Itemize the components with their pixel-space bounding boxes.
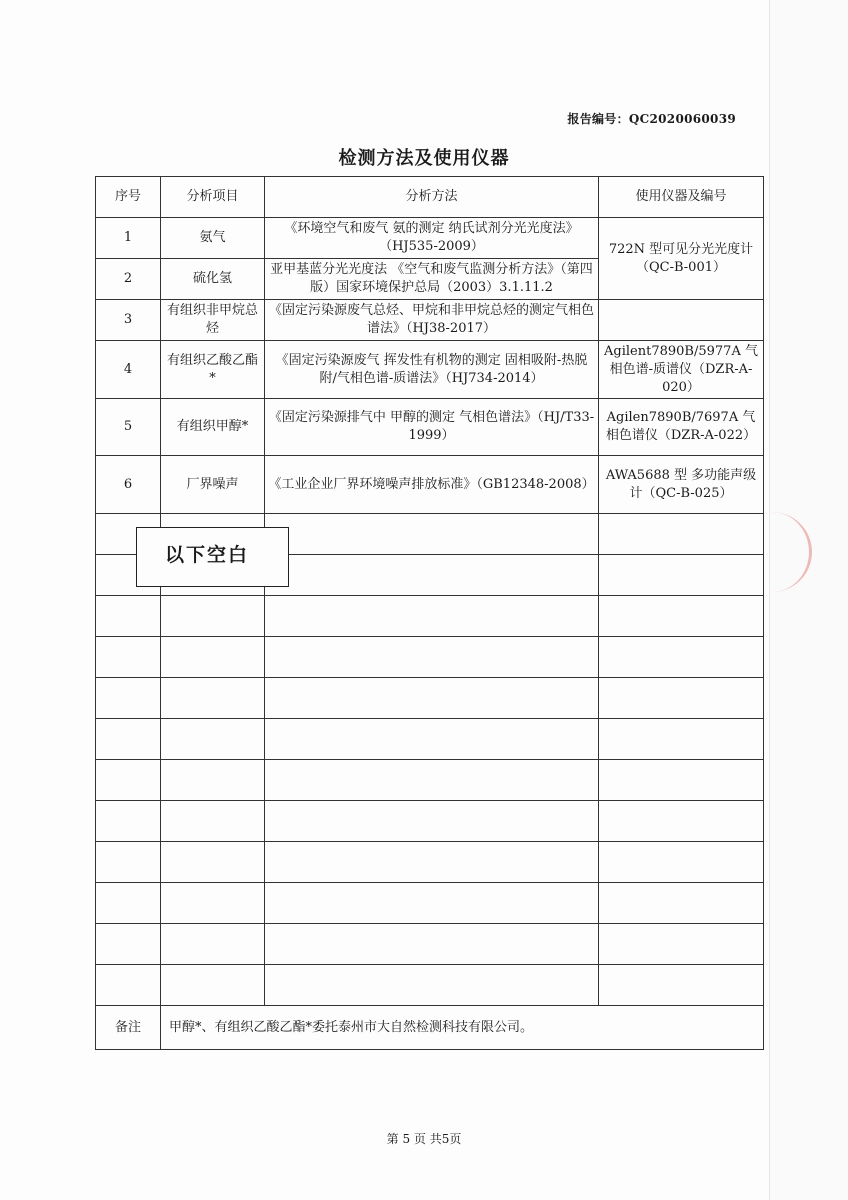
stamp-text: 以下空白 bbox=[165, 544, 250, 566]
row-no: 4 bbox=[96, 341, 161, 399]
row-no: 6 bbox=[96, 456, 161, 514]
row-no: 1 bbox=[96, 218, 161, 259]
row-no: 5 bbox=[96, 399, 161, 456]
table-row bbox=[96, 399, 764, 456]
page-title: 检测方法及使用仪器 bbox=[338, 148, 510, 169]
row-no: 3 bbox=[96, 300, 161, 341]
remark-text: 甲醇*、有组织乙酸乙酯*委托泰州市大自然检测科技有限公司。 bbox=[161, 1006, 764, 1050]
row-item: 氨气 bbox=[161, 218, 265, 259]
header-instrument: 使用仪器及编号 bbox=[599, 177, 764, 218]
page-edge bbox=[769, 0, 848, 1200]
blank-row bbox=[96, 596, 764, 637]
table-header-row bbox=[96, 177, 764, 218]
methods-table bbox=[95, 176, 764, 1050]
row-method: 《固定污染源排气中 甲醇的测定 气相色谱法》（HJ/T33-1999） bbox=[265, 399, 599, 456]
row-no: 2 bbox=[96, 259, 161, 300]
blank-row bbox=[96, 760, 764, 801]
header-method: 分析方法 bbox=[265, 177, 599, 218]
blank-below-stamp bbox=[136, 527, 289, 587]
row-item: 硫化氢 bbox=[161, 259, 265, 300]
row-item: 有组织乙酸乙酯* bbox=[161, 341, 265, 399]
remark-row bbox=[96, 1006, 764, 1050]
blank-row bbox=[96, 637, 764, 678]
table-row bbox=[96, 341, 764, 399]
header-item: 分析项目 bbox=[161, 177, 265, 218]
blank-row bbox=[96, 801, 764, 842]
row-item: 有组织甲醇* bbox=[161, 399, 265, 456]
table-row bbox=[96, 218, 764, 259]
blank-row bbox=[96, 883, 764, 924]
row-instrument bbox=[599, 300, 764, 341]
row-instrument: 722N 型可见分光光度计（QC-B-001） bbox=[599, 218, 764, 300]
report-number: 报告编号：QC2020060039 bbox=[567, 112, 736, 126]
row-method: 《固定污染源废气总烃、甲烷和非甲烷总烃的测定气相色谱法》（HJ38-2017） bbox=[265, 300, 599, 341]
blank-row bbox=[96, 842, 764, 883]
row-method: 《工业企业厂界环境噪声排放标准》（GB12348-2008） bbox=[265, 456, 599, 514]
row-method: 《环境空气和废气 氨的测定 纳氏试剂分光光度法》（HJ535-2009） bbox=[265, 218, 599, 259]
row-instrument: AWA5688 型 多功能声级计（QC-B-025） bbox=[599, 456, 764, 514]
row-method: 亚甲基蓝分光光度法 《空气和废气监测分析方法》（第四版）国家环境保护总局（2003）3.1.11.2 bbox=[265, 259, 599, 300]
blank-row bbox=[96, 924, 764, 965]
row-item: 有组织非甲烷总烃 bbox=[161, 300, 265, 341]
page-number: 第 5 页 共5页 bbox=[386, 1132, 462, 1146]
row-instrument: Agilen7890B/7697A 气相色谱仪（DZR-A-022） bbox=[599, 399, 764, 456]
row-item: 厂界噪声 bbox=[161, 456, 265, 514]
table-row bbox=[96, 300, 764, 341]
blank-row bbox=[96, 719, 764, 760]
table-row bbox=[96, 456, 764, 514]
header-no: 序号 bbox=[96, 177, 161, 218]
blank-row bbox=[96, 678, 764, 719]
blank-row bbox=[96, 965, 764, 1006]
row-method: 《固定污染源废气 挥发性有机物的测定 固相吸附-热脱附/气相色谱-质谱法》（HJ734-2014） bbox=[265, 341, 599, 399]
row-instrument: Agilent7890B/5977A 气相色谱-质谱仪（DZR-A-020） bbox=[599, 341, 764, 399]
remark-label: 备注 bbox=[96, 1006, 161, 1050]
